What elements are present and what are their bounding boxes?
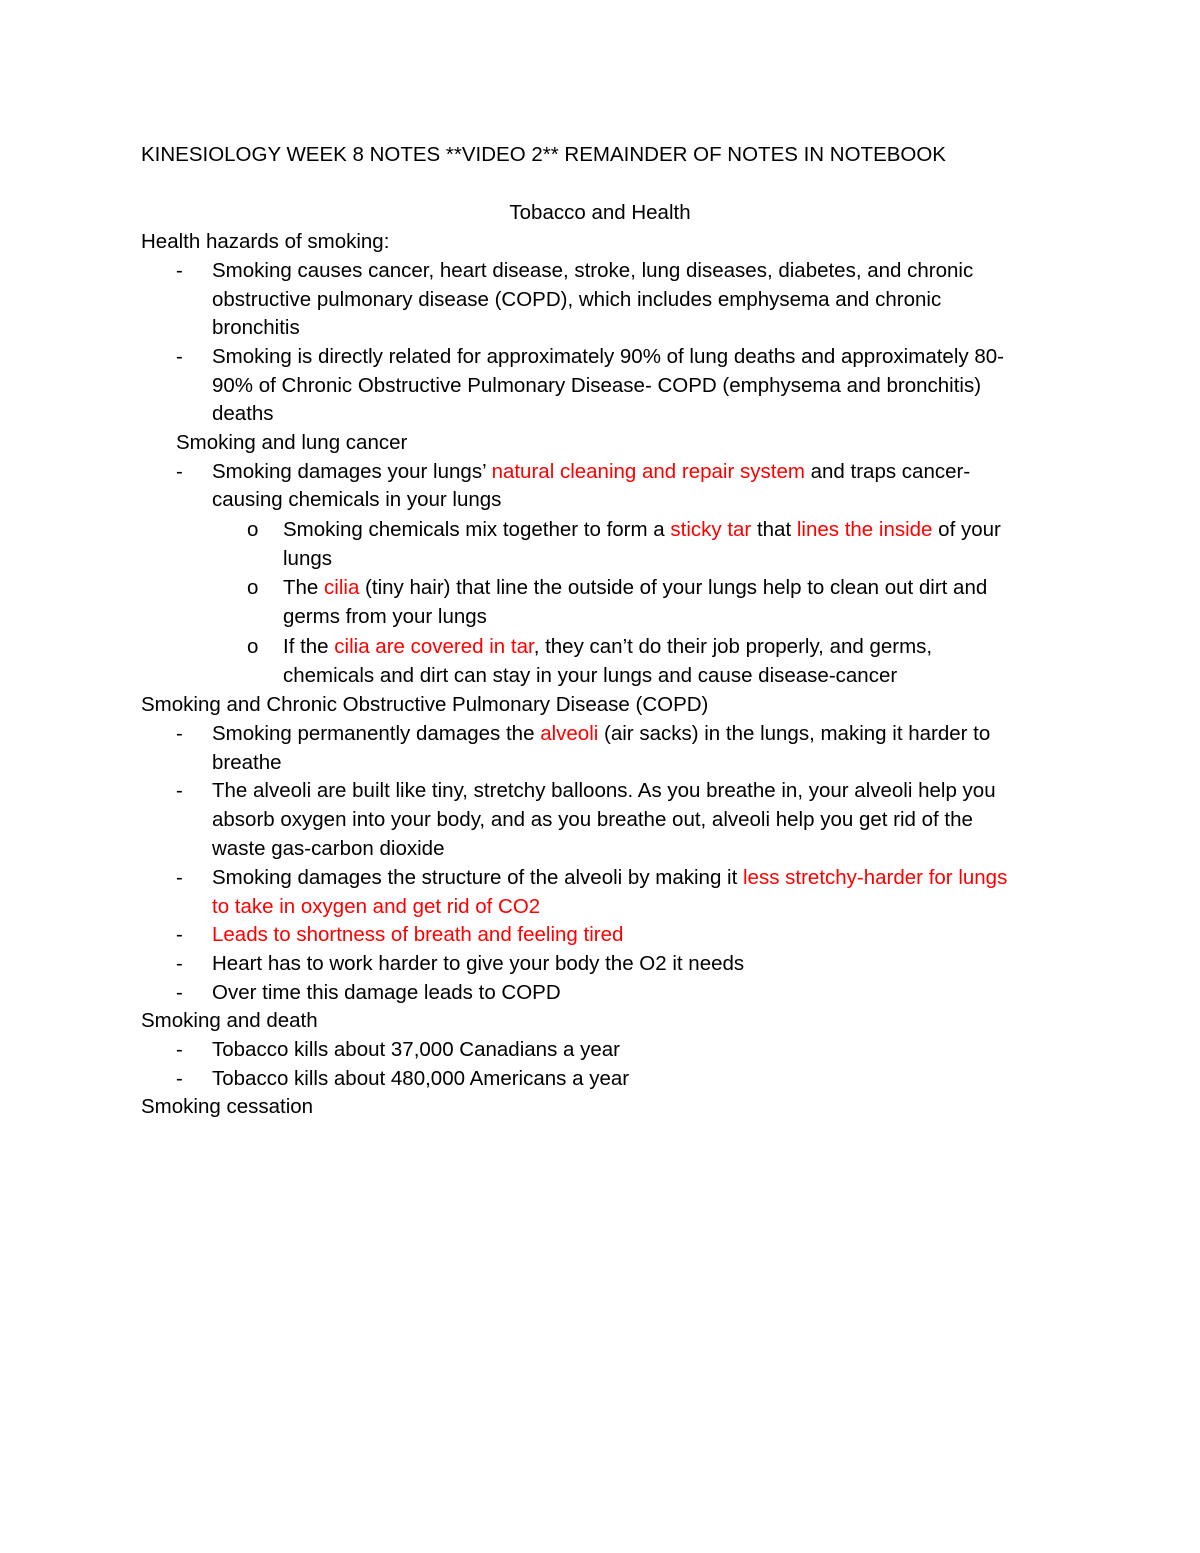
text-span: The (283, 576, 325, 599)
text-span: Smoking damages the structure of the alveoli by making it (212, 866, 743, 889)
bullet-marker: - (176, 722, 183, 745)
section-heading-death: Smoking and death (141, 1009, 318, 1032)
section-heading-copd: Smoking and Chronic Obstructive Pulmonary Disease (COPD) (141, 693, 709, 716)
bullet-marker: - (176, 779, 183, 802)
text-span: Smoking damages your lungs’ (212, 460, 492, 483)
highlight-span: alveoli (540, 722, 599, 745)
text-span: Smoking permanently damages the (212, 722, 541, 745)
bullet-line: obstructive pulmonary disease (COPD), which includes emphysema and chronic (212, 288, 942, 311)
text-span: , they can’t do their job properly, and germs, (533, 635, 933, 658)
highlight-span: cilia are covered in tar (334, 635, 534, 658)
bullet-marker: - (176, 1038, 183, 1061)
bullet-marker: - (176, 1067, 183, 1090)
bullet-line: waste gas-carbon dioxide (212, 837, 445, 860)
bullet-line: 90% of Chronic Obstructive Pulmonary Disease- COPD (emphysema and bronchitis) (212, 374, 982, 397)
sub-bullet-line (283, 574, 987, 602)
text-span: that (751, 518, 797, 541)
section-heading-health-hazards: Health hazards of smoking: (141, 230, 390, 253)
bullet-line: Over time this damage leads to COPD (212, 981, 561, 1004)
bullet-line: The alveoli are built like tiny, stretchy balloons. As you breathe in, your alveoli help you (212, 779, 996, 802)
bullet-line: Heart has to work harder to give your body the O2 it needs (212, 952, 745, 975)
bullet-marker: - (176, 923, 183, 946)
bullet-line (212, 458, 970, 486)
text-span: Smoking chemicals mix together to form a (283, 518, 671, 541)
bullet-marker: - (176, 345, 183, 368)
highlight-span: natural cleaning and repair system (491, 460, 805, 483)
sub-bullet-line: chemicals and dirt can stay in your lungs and cause disease-cancer (283, 664, 898, 687)
bullet-line: absorb oxygen into your body, and as you breathe out, alveoli help you get rid of the (212, 808, 973, 831)
sub-bullet-marker: o (247, 518, 259, 541)
bullet-line: Smoking is directly related for approximately 90% of lung deaths and approximately 80- (212, 345, 1004, 368)
bullet-line: causing chemicals in your lungs (212, 488, 502, 511)
text-span: (air sacks) in the lungs, making it harder to (598, 722, 991, 745)
bullet-line: Smoking causes cancer, heart disease, stroke, lung diseases, diabetes, and chronic (212, 259, 974, 282)
document-title: KINESIOLOGY WEEK 8 NOTES **VIDEO 2** REMAINDER OF NOTES IN NOTEBOOK (141, 143, 946, 166)
bullet-line-highlight: Leads to shortness of breath and feeling tired (212, 923, 624, 946)
bullet-line: bronchitis (212, 316, 300, 339)
bullet-line: Tobacco kills about 480,000 Americans a year (212, 1067, 630, 1090)
text-span: of your (932, 518, 1001, 541)
bullet-marker: - (176, 981, 183, 1004)
bullet-marker: - (176, 866, 183, 889)
sub-bullet-marker: o (247, 635, 259, 658)
highlight-span: lines the inside (796, 518, 933, 541)
sub-bullet-marker: o (247, 576, 259, 599)
text-span: If the (283, 635, 335, 658)
text-span: (tiny hair) that line the outside of your lungs help to clean out dirt and (359, 576, 988, 599)
bullet-line: breathe (212, 751, 282, 774)
highlight-span: less stretchy-harder for lungs (743, 866, 1008, 889)
bullet-marker: - (176, 259, 183, 282)
highlight-span: cilia (324, 576, 360, 599)
sub-bullet-line: lungs (283, 547, 333, 570)
section-heading-cessation: Smoking cessation (141, 1095, 314, 1118)
bullet-marker: - (176, 952, 183, 975)
bullet-marker: - (176, 460, 183, 483)
bullet-line: Tobacco kills about 37,000 Canadians a year (212, 1038, 620, 1061)
highlight-span: sticky tar (670, 518, 752, 541)
text-span: and traps cancer- (804, 460, 971, 483)
sub-bullet-line (283, 633, 932, 661)
sub-bullet-line: germs from your lungs (283, 605, 487, 628)
sub-bullet-line (283, 516, 1001, 544)
bullet-line (212, 720, 990, 748)
bullet-line-highlight: to take in oxygen and get rid of CO2 (212, 895, 541, 918)
section-heading-lung-cancer: Smoking and lung cancer (176, 431, 408, 454)
document-subtitle: Tobacco and Health (509, 201, 691, 224)
bullet-line: deaths (212, 402, 274, 425)
bullet-line (212, 864, 1007, 892)
